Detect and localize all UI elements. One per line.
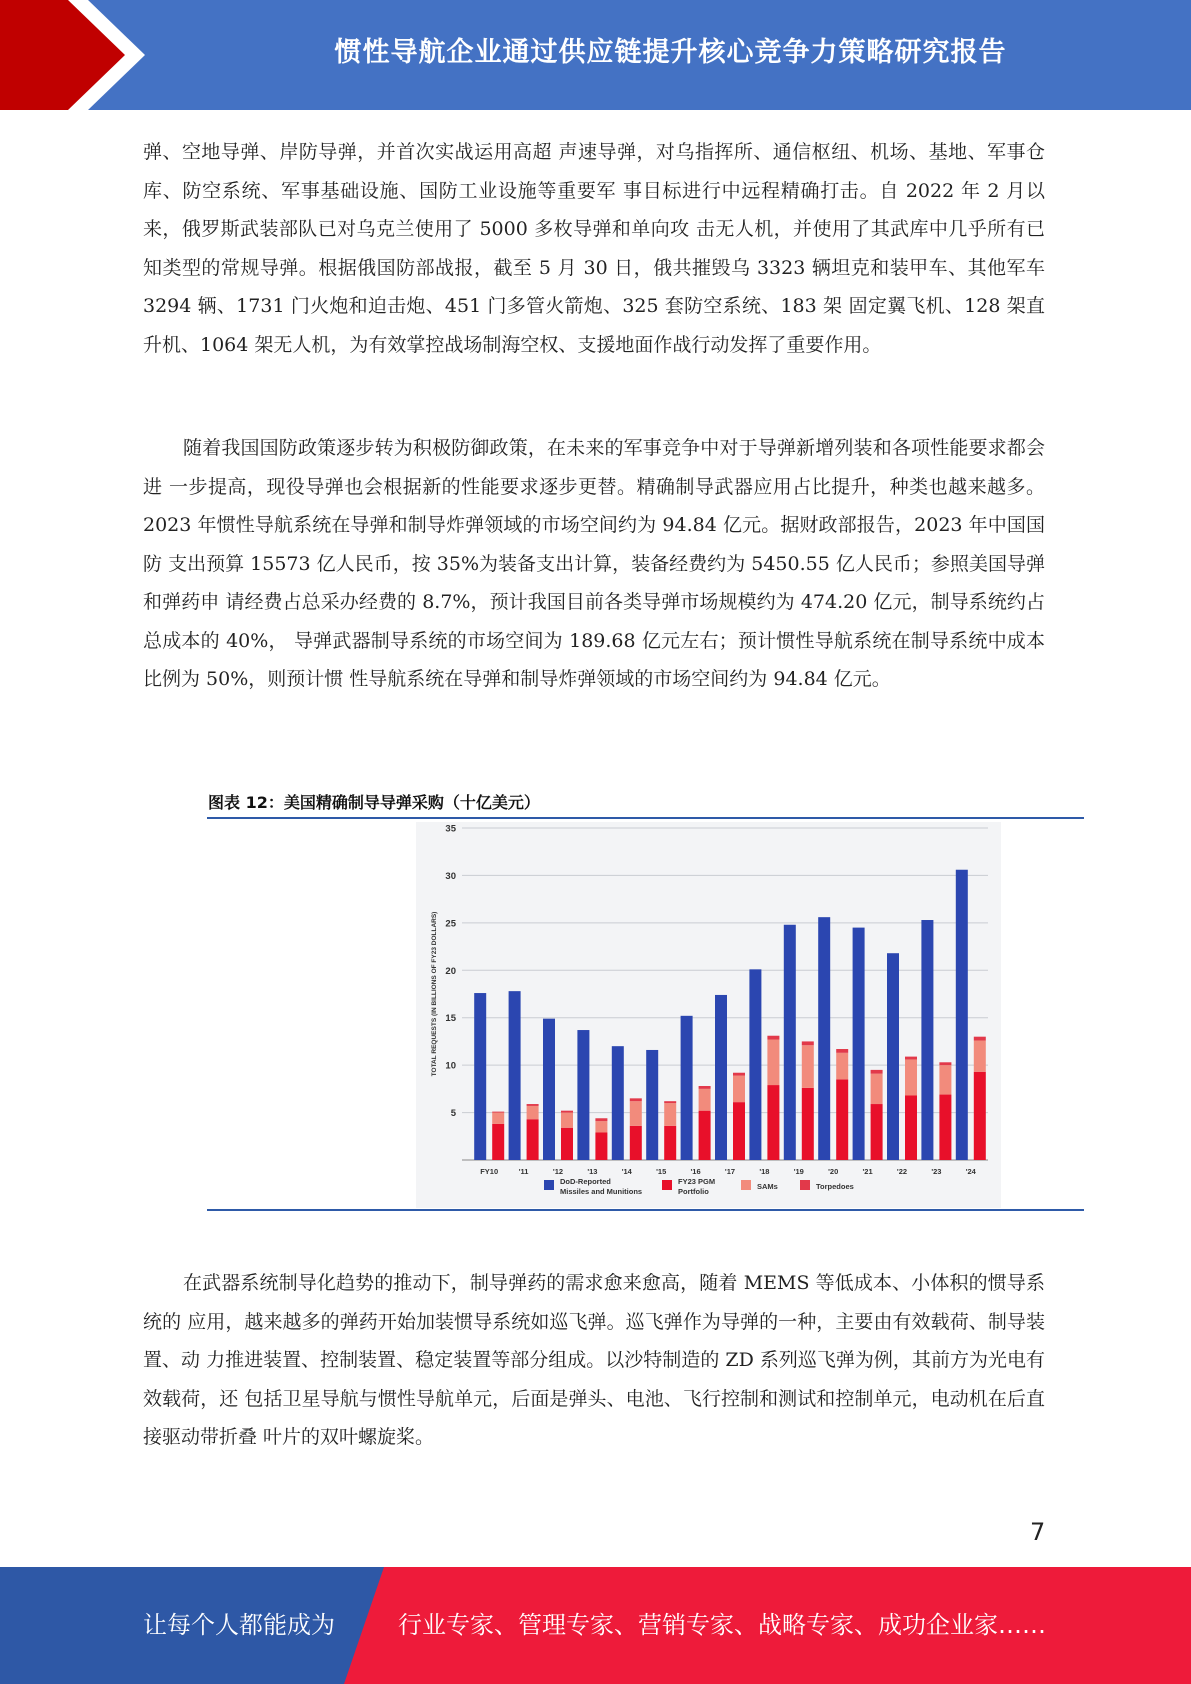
- bar-pgm-5: [664, 1126, 676, 1160]
- y-tick-label: 25: [445, 918, 456, 930]
- bar-chart: [416, 822, 1001, 1208]
- bar-sams-2: [561, 1113, 573, 1128]
- legend-swatch-1: [662, 1180, 672, 1190]
- legend-swatch-3: [800, 1180, 810, 1190]
- bar-torpedoes-10: [836, 1049, 848, 1053]
- bar-sams-12: [905, 1059, 917, 1095]
- figure-bottom-rule: [207, 1209, 1084, 1211]
- bar-dod-12: [887, 953, 899, 1160]
- bar-dod-10: [818, 917, 830, 1160]
- x-tick-label: '12: [552, 1167, 564, 1176]
- header-chevron-decoration: [0, 0, 150, 110]
- legend-swatch-2: [741, 1180, 751, 1190]
- y-tick-label: 35: [445, 823, 456, 835]
- bar-pgm-8: [767, 1085, 779, 1160]
- y-tick-label: 15: [445, 1013, 456, 1025]
- y-tick-label: 30: [445, 870, 456, 882]
- bar-sams-11: [871, 1074, 883, 1104]
- bar-sams-0: [492, 1113, 504, 1124]
- bar-sams-13: [939, 1065, 951, 1094]
- bar-torpedoes-2: [561, 1111, 573, 1113]
- bar-pgm-11: [871, 1104, 883, 1160]
- bar-dod-2: [543, 1019, 555, 1160]
- legend-label: SAMs: [757, 1182, 778, 1191]
- bar-dod-13: [921, 920, 933, 1160]
- bar-torpedoes-6: [699, 1086, 711, 1089]
- bar-sams-7: [733, 1076, 745, 1103]
- x-tick-label: '13: [587, 1167, 598, 1176]
- bar-pgm-13: [939, 1095, 951, 1160]
- bar-torpedoes-0: [492, 1112, 504, 1113]
- bar-dod-8: [749, 969, 761, 1160]
- bar-dod-7: [715, 995, 727, 1160]
- x-tick-label: '22: [896, 1167, 908, 1176]
- legend-label: Portfolio: [678, 1187, 709, 1196]
- y-axis-label: TOTAL REQUESTS (IN BILLIONS OF FY23 DOLLARS): [431, 911, 438, 1077]
- bar-sams-4: [630, 1101, 642, 1126]
- figure-caption: 图表 12：美国精确制导导弹采购（十亿美元）: [208, 793, 540, 812]
- bar-torpedoes-5: [664, 1101, 676, 1103]
- bar-dod-0: [474, 993, 486, 1160]
- x-tick-label: '15: [656, 1167, 667, 1176]
- bar-torpedoes-12: [905, 1057, 917, 1060]
- legend-label: Missiles and Munitions: [560, 1187, 643, 1196]
- x-tick-label: '14: [621, 1167, 632, 1176]
- bar-sams-9: [802, 1045, 814, 1088]
- bar-pgm-0: [492, 1124, 504, 1160]
- bar-pgm-7: [733, 1102, 745, 1160]
- y-tick-label: 20: [445, 965, 456, 977]
- x-tick-label: '19: [793, 1167, 804, 1176]
- page-number: 7: [1030, 1518, 1046, 1546]
- y-tick-label: 5: [450, 1108, 456, 1120]
- footer-slogan-right: 行业专家、管理专家、营销专家、战略专家、成功企业家……: [398, 1611, 1046, 1639]
- bar-sams-5: [664, 1103, 676, 1126]
- bar-dod-1: [509, 991, 521, 1160]
- bar-pgm-2: [561, 1128, 573, 1160]
- x-tick-label: FY10: [480, 1167, 499, 1176]
- bar-sams-10: [836, 1053, 848, 1080]
- bar-dod-11: [853, 928, 865, 1160]
- bar-torpedoes-7: [733, 1073, 745, 1076]
- bar-torpedoes-11: [871, 1070, 883, 1074]
- y-tick-label: 10: [445, 1060, 456, 1072]
- bar-torpedoes-8: [767, 1036, 779, 1040]
- bar-torpedoes-9: [802, 1041, 814, 1045]
- x-tick-label: '11: [518, 1167, 529, 1176]
- chart-svg: [416, 822, 1001, 1208]
- body-paragraph-1: 弹、空地导弹、岸防导弹，并首次实战运用高超 声速导弹，对乌指挥所、通信枢纽、机场、基地、军事仓库、防空系统、军事基础设施、国防工业设施等重要军 事目标进行中远程精确打击。自 2022 年 2 月以来，俄罗斯武装部队已对乌克兰使用了 5000 多枚导弹和单向攻 击无人机，并使用了其武库中几乎所有已知类型的常规导弹。根据俄国防部战报，截至 5 月 30 日，俄共摧毁乌 3323 辆坦克和装甲车、其他军车 3294 辆、1731 门火炮和迫击炮、451 门多管火箭炮、325 套防空系统、183 架 固定翼飞机、128 架直升机、1064 架无人机，为有效掌控战场制海空权、支援地面作战行动发挥了重要作用。: [143, 141, 1045, 356]
- bar-dod-9: [784, 925, 796, 1160]
- bar-sams-8: [767, 1040, 779, 1086]
- bar-pgm-9: [802, 1088, 814, 1160]
- legend-label: DoD-Reported: [560, 1177, 611, 1186]
- bar-sams-1: [527, 1106, 539, 1119]
- figure-top-rule: [207, 817, 1084, 819]
- bar-pgm-6: [699, 1111, 711, 1160]
- bar-pgm-1: [527, 1119, 539, 1160]
- bar-pgm-14: [974, 1072, 986, 1160]
- x-tick-label: '17: [724, 1167, 736, 1176]
- page-footer: [0, 1567, 1191, 1684]
- bar-dod-3: [577, 1030, 589, 1160]
- x-tick-label: '23: [931, 1167, 942, 1176]
- bar-torpedoes-3: [595, 1118, 607, 1121]
- bar-pgm-12: [905, 1095, 917, 1160]
- bar-sams-3: [595, 1121, 607, 1132]
- bar-pgm-3: [595, 1132, 607, 1160]
- bar-dod-5: [646, 1050, 658, 1160]
- bar-pgm-4: [630, 1126, 642, 1160]
- bar-torpedoes-1: [527, 1104, 539, 1106]
- body-paragraph-2: 随着我国国防政策逐步转为积极防御政策，在未来的军事竞争中对于导弹新增列装和各项性能要求都会进 一步提高，现役导弹也会根据新的性能要求逐步更替。精确制导武器应用占比提升，种类也越来越多。 2023 年惯性导航系统在导弹和制导炸弹领域的市场空间约为 94.84 亿元。据财政部报告，2023 年中国国防 支出预算 15573 亿人民币，按 35%为装备支出计算，装备经费约为 5450.55 亿人民币；参照美国导弹和弹药申 请经费占总采办经费的 8.7%，预计我国目前各类导弹市场规模约为 474.20 亿元，制导系统约占总成本的 40%， 导弹武器制导系统的市场空间为 189.68 亿元左右；预计惯性导航系统在制导系统中成本比例为 50%，则预计惯 性导航系统在导弹和制导炸弹领域的市场空间约为 94.84 亿元。: [143, 437, 1045, 690]
- x-tick-label: '20: [828, 1167, 839, 1176]
- legend-swatch-0: [544, 1180, 554, 1190]
- bar-pgm-10: [836, 1079, 848, 1160]
- bar-sams-14: [974, 1040, 986, 1071]
- legend-label: FY23 PGM: [678, 1177, 716, 1186]
- x-tick-label: '18: [759, 1167, 770, 1176]
- bar-dod-14: [956, 870, 968, 1160]
- bar-torpedoes-4: [630, 1098, 642, 1101]
- x-tick-label: '16: [690, 1167, 701, 1176]
- body-paragraph-3: 在武器系统制导化趋势的推动下，制导弹药的需求愈来愈高，随着 MEMS 等低成本、小体积的惯导系统的 应用，越来越多的弹药开始加装惯导系统如巡飞弹。巡飞弹作为导弹的一种，主要由有效载荷、制导装置、动 力推进装置、控制装置、稳定装置等部分组成。以沙特制造的 ZD 系列巡飞弹为例，其前方为光电有效载荷，还 包括卫星导航与惯性导航单元，后面是弹头、电池、飞行控制和测试和控制单元，电动机在后直接驱动带折叠 叶片的双叶螺旋桨。: [143, 1272, 1045, 1448]
- bar-torpedoes-13: [939, 1062, 951, 1065]
- bar-sams-6: [699, 1089, 711, 1111]
- footer-slogan-left: 让每个人都能成为: [143, 1611, 335, 1639]
- bar-torpedoes-14: [974, 1037, 986, 1041]
- bar-dod-6: [681, 1016, 693, 1160]
- header-title: 惯性导航企业通过供应链提升核心竞争力策略研究报告: [334, 36, 1007, 68]
- page-header: [0, 0, 1191, 110]
- legend-label: Torpedoes: [816, 1182, 854, 1191]
- bar-dod-4: [612, 1046, 624, 1160]
- x-tick-label: '24: [965, 1167, 976, 1176]
- x-tick-label: '21: [862, 1167, 873, 1176]
